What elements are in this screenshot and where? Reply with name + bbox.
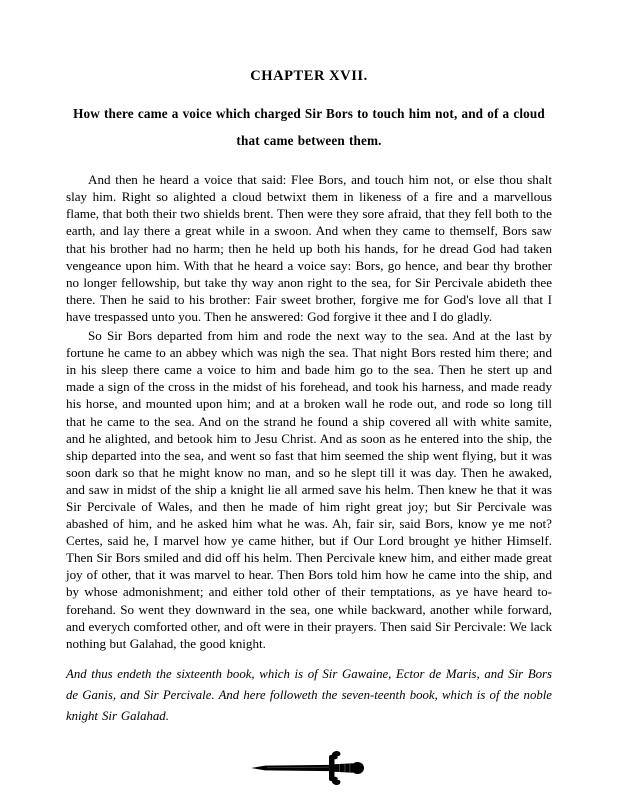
- body-paragraph: So Sir Bors departed from him and rode the next way to the sea. And at the last by fortune he came to an abbey which was nigh the sea. That night Bors rested him there; and in his sleep there came a voice to him and bade him go to the sea. Then he stert up and made a sign of the cross in the midst of his forehead, and took his harness, and made ready his horse, and mounted upon him; and at a broken wall he rode out, and rode so long till that he came to the sea. And on the strand he found a ship covered all with white samite, and he alighted, and betook him to Jesu Christ. And as soon as he entered into the ship, the ship departed into the sea, and went so fast that him seemed the ship went flying, but it was soon dark so that he might know no man, and so he slept till it was day. Then he awaked, and saw in midst of the ship a knight lie all armed save his helm. Then knew he that it was Sir Percivale of Wales, and then he made of him right great joy; but Sir Percivale was abashed of him, and he asked him what he was. Ah, fair sir, said Bors, know ye me not? Certes, said he, I marvel how ye came hither, but if Our Lord brought ye hither Himself. Then Sir Bors smiled and did off his helm. Then Percivale knew him, and either made great joy of other, that it was marvel to hear. Then Bors told him how he came into the ship, and by whose admonishment; and either told other of their temptations, as ye have heard to-forehand. So went they downward in the sea, one while backward, another while forward, and everych comforted other, and oft were in their prayers. Then said Sir Percivale: We lack nothing but Galahad, the good knight.: [66, 328, 552, 651]
- chapter-title: CHAPTER XVII.: [250, 68, 368, 84]
- colophon-paragraph: And thus endeth the sixteenth book, which is of Sir Gawaine, Ector de Maris, and Sir Bors de Ganis, and Sir Percivale. And here followeth the seven-teenth book, which is of the noble knight Sir Galahad.: [66, 666, 552, 723]
- ornament-container: [0, 748, 620, 788]
- chapter-subtitle: How there came a voice which charged Sir Bors to touch him not, and of a cloud that came between them.: [73, 106, 545, 148]
- page-content-column: [66, 0, 552, 727]
- body-paragraph: And then he heard a voice that said: Flee Bors, and touch him not, or else thou shalt slay him. Right so alighted a cloud betwixt them in likeness of a fire and a marvellous flame, that both their two shields brent. Then were they sore afraid, that they fell both to the earth, and lay there a great while in a swoon. And when they came to themself, Bors saw that his brother had no harm; then he held up both his hands, for he dread God had taken vengeance upon him. With that he heard a voice say: Bors, go hence, and bear thy brother no longer fellowship, but take thy way anon right to the sea, for Sir Percivale abideth thee there. Then he said to his brother: Fair sweet brother, forgive me for God's love all that I have trespassed unto you. Then he answered: God forgive it thee and I do gladly.: [66, 172, 552, 324]
- sword-ornament-icon: [250, 748, 370, 788]
